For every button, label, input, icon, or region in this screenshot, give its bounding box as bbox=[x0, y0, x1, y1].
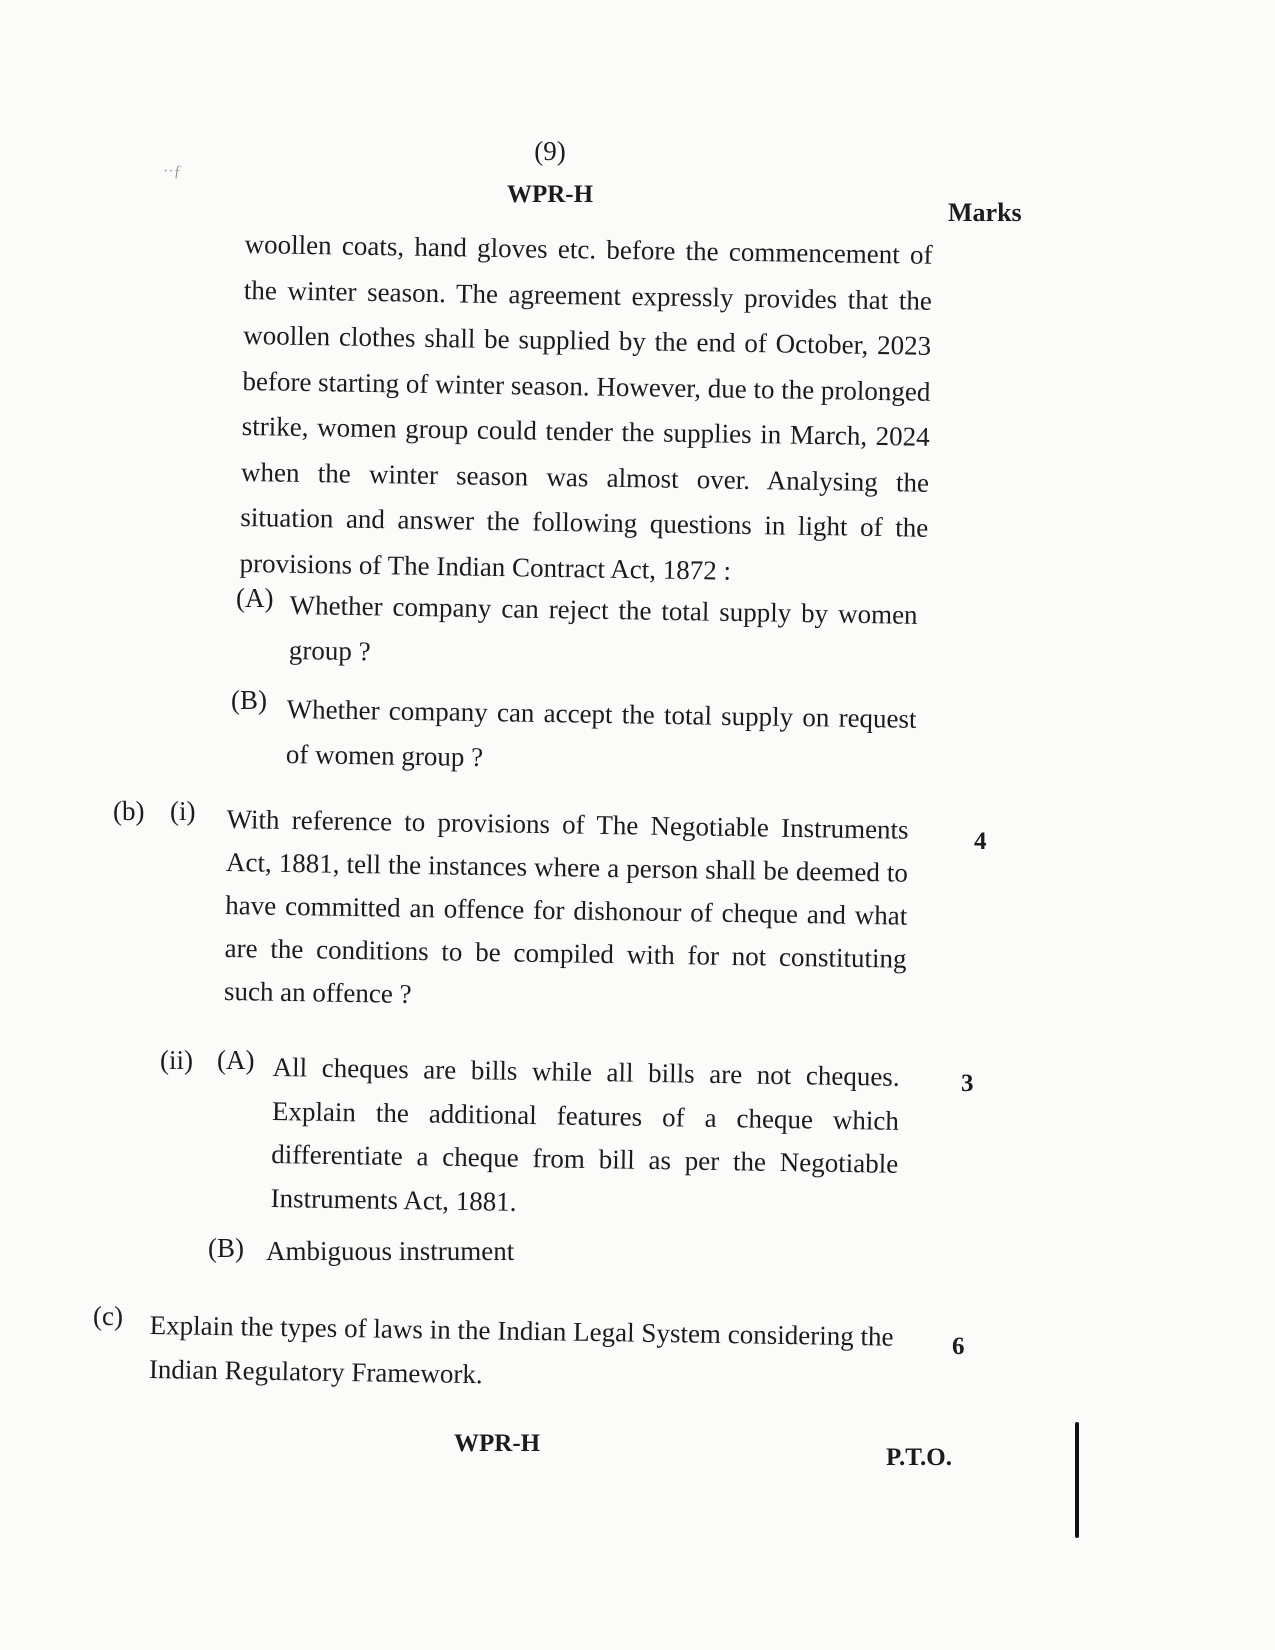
question-a-sub-b-text: Whether company can accept the total supply on request of women group ? bbox=[285, 693, 917, 773]
question-b-ii-sub-a-text: All cheques are bills while all bills are not cheques. Explain the additional features of a cheque which differentiate a cheque from bill as per the Negotiable Instruments Act, 1881. bbox=[270, 1051, 900, 1217]
question-c-marks: 6 bbox=[952, 1333, 965, 1360]
scan-edge-line bbox=[1075, 1422, 1079, 1538]
question-c-text: Explain the types of laws in the Indian Legal System considering the Indian Regulatory Framework. bbox=[148, 1309, 894, 1390]
question-c-label: (c) bbox=[93, 1301, 123, 1331]
scan-smudge: ··ƒ bbox=[163, 163, 182, 180]
paper-code-footer: WPR-H bbox=[454, 1430, 541, 1457]
question-b-label: (b) bbox=[113, 796, 145, 826]
question-b-i-text: With reference to provisions of The Negotiable Instruments Act, 1881, tell the instances where a person shall be deemed to have committed an offence for dishonour of cheque and what are the conditions to be compiled with for not constituting such an offence ? bbox=[223, 803, 909, 1009]
question-b-ii-label: (ii) bbox=[160, 1045, 193, 1075]
question-b-ii-sub-b-text: Ambiguous instrument bbox=[266, 1236, 515, 1266]
pto-label: P.T.O. bbox=[886, 1444, 952, 1471]
question-b-ii-marks: 3 bbox=[961, 1070, 974, 1097]
question-a-sub-a-text: Whether company can reject the total supply by women group ? bbox=[288, 589, 918, 667]
paper-code-header: WPR-H bbox=[506, 181, 594, 208]
question-b-i-marks: 4 bbox=[974, 828, 987, 855]
question-a-continued-text: woollen coats, hand gloves etc. before the commencement of the winter season. The agreement expressly provides that the woollen clothes shall be supplied by the end of October, 2023 before starting of winter season. However, due to the prolonged strike, women group could tender the supplies in March, 2024 when the winter season was almost over. Analysing the situation and answer the following questions in light of the provisions of The Indian Contract Act, 1872 : bbox=[239, 228, 933, 586]
question-b-ii-sub-a-label: (A) bbox=[217, 1045, 255, 1075]
question-a-sub-b-label: (B) bbox=[231, 685, 267, 715]
question-b-i-label: (i) bbox=[170, 796, 196, 826]
question-a-sub-a-label: (A) bbox=[236, 583, 274, 613]
page-number: (9) bbox=[534, 136, 566, 166]
question-b-ii-sub-b-label: (B) bbox=[208, 1233, 244, 1263]
marks-heading: Marks bbox=[948, 198, 1022, 227]
